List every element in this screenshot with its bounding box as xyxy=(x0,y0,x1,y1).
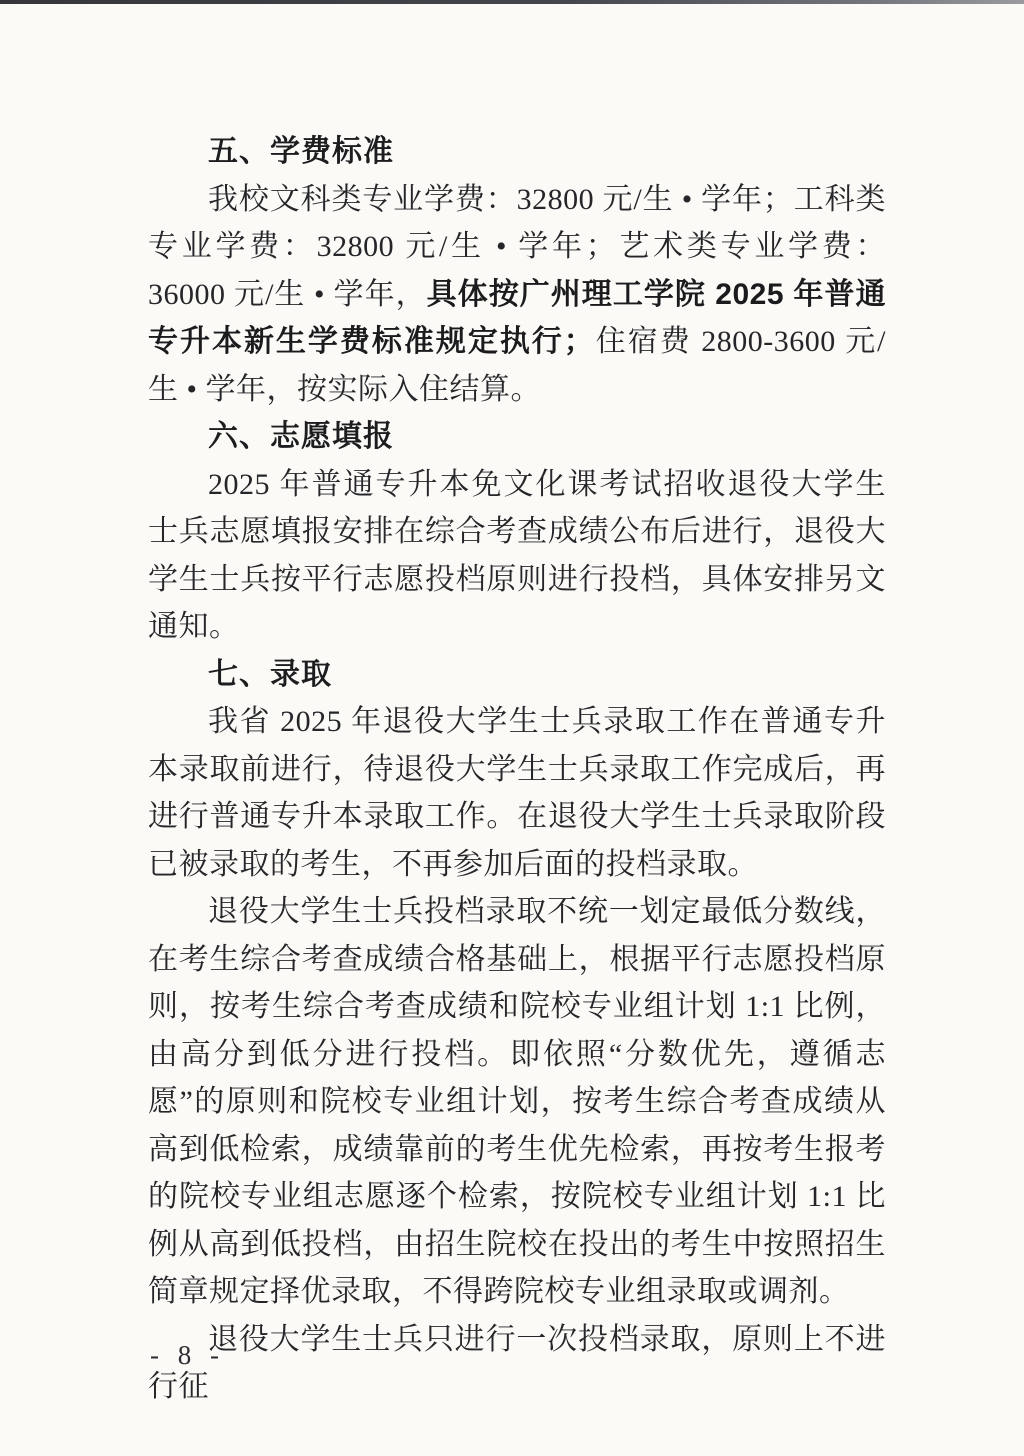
page-number: - 8 - xyxy=(150,1340,225,1370)
paragraph-admission-single-round: 退役大学生士兵只进行一次投档录取，原则上不进行征 xyxy=(148,1322,886,1403)
paragraph-tuition xyxy=(148,176,886,414)
section-heading-tuition: 五、学费标准 xyxy=(208,135,394,168)
paragraph-text: 住宿费 2800-3600 元/生 • 学年，按实际入住结算。 xyxy=(148,325,887,406)
paragraph-text: 我校文科类专业学费：32800 元/生 • 学年；工科类专业学费：32800 元/生 • 学年；艺术类专业学费：36000 元/生 • 学年， xyxy=(148,182,886,311)
document-content xyxy=(148,128,886,1411)
section-heading-admission: 七、录取 xyxy=(208,657,332,691)
paragraph-application: 2025 年普通专升本免文化课考试招收退役大学生士兵志愿填报安排在综合考查成绩公布后进行，退役大学生士兵按平行志愿投档原则进行投档，具体安排另文通知。 xyxy=(148,467,886,643)
paragraph-admission-rules: 退役大学生士兵投档录取不统一划定最低分数线，在考生综合考查成绩合格基础上，根据平行志愿投档原则，按考生综合考查成绩和院校专业组计划 1:1 比例，由高分到低分进行投档。即依照“分数优先，遵循志愿”的原则和院校专业组计划，按考生综合考查成绩从高到低检索，成绩靠前的考生优先检索，再按考生报考的院校专业组志愿逐个检索，按院校专业组计划 1:1 比例从高到低投档，由招生院校在投出的考生中按照招生简章规定择优录取，不得跨院校专业组录取或调剂。 xyxy=(148,895,886,1308)
scan-edge-line xyxy=(0,0,1024,4)
section-heading-application: 六、志愿填报 xyxy=(208,420,394,453)
paragraph-text-bold: 具体按广州理工学院 2025 年普通专升本新生学费标准规定执行； xyxy=(148,277,886,358)
paragraph-admission-order: 我省 2025 年退役大学生士兵录取工作在普通专升本录取前进行，待退役大学生士兵录取工作完成后，再进行普通专升本录取工作。在退役大学生士兵录取阶段已被录取的考生，不再参加后面的投档录取。 xyxy=(148,705,886,881)
